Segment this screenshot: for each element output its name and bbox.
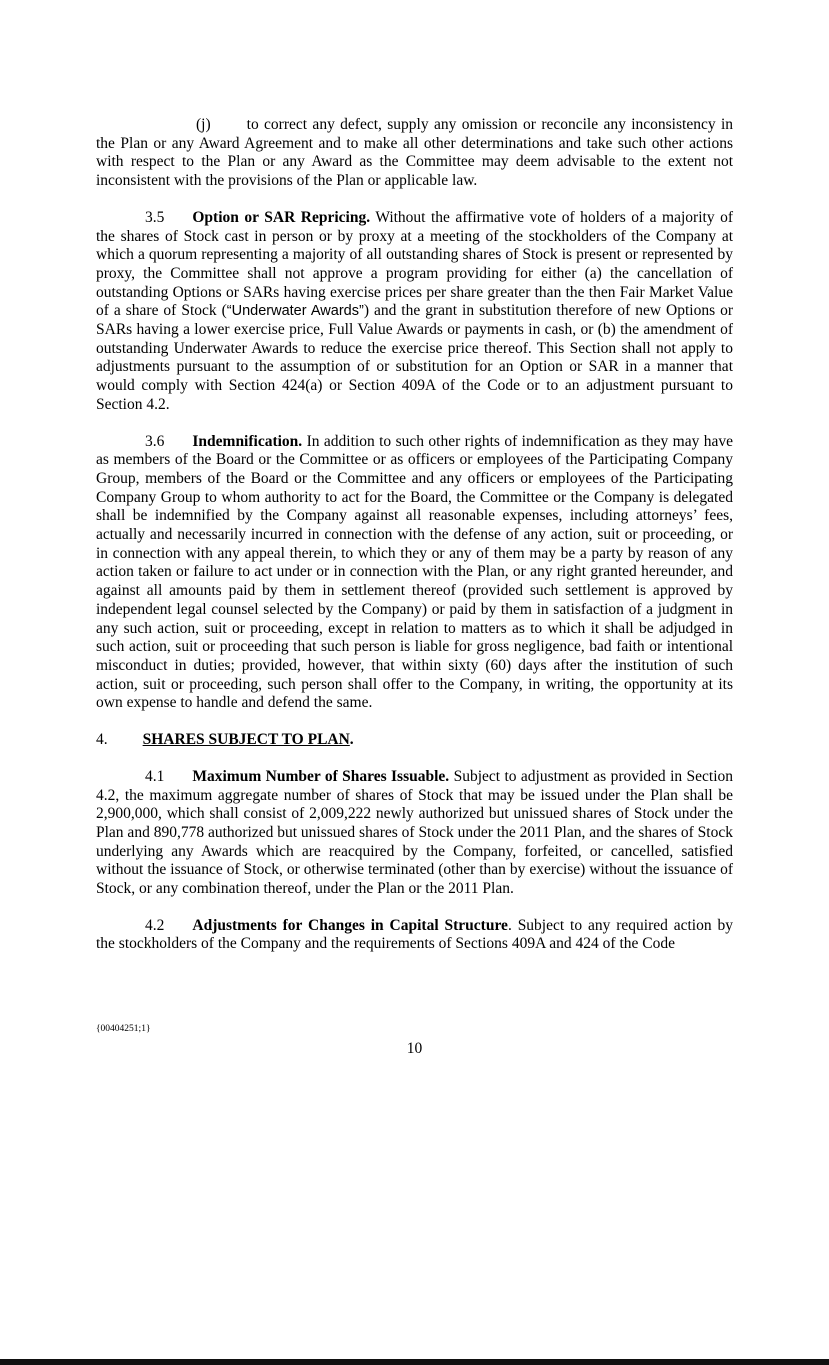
- section-3-6-number: 3.6: [145, 432, 165, 450]
- screenshot-bottom-edge: [0, 1359, 829, 1365]
- section-4-1-title: Maximum Number of Shares Issuable.: [192, 767, 450, 785]
- section-3-5-defined-term: “Underwater Awards”: [226, 303, 364, 320]
- section-4-2-period: .: [507, 916, 512, 934]
- section-3-5-body-pre: Without the affirmative vote of holders of a majority of the shares of Stock cast in person or by proxy at a meeting of the stockholders of the Company at which a quorum representing a majority of all outstanding shares of Stock is present or represented by proxy, the Committee shall not approve a program providing for either (a) the cancellation of outstanding Options or SARs having exercise prices per share greater than the then Fair Market Value of a share of Stock (: [96, 208, 733, 320]
- section-3-5-number: 3.5: [145, 208, 165, 226]
- paragraph-j-body: to correct any defect, supply any omission or reconcile any inconsistency in the Plan or any Award Agreement and to make all other determinations and take such other actions with respect to the Plan or any Award as the Committee may deem advisable to the extent not inconsistent with the provisions of the Plan or applicable law.: [96, 116, 733, 190]
- document-id-stamp: {00404251;1}: [96, 1024, 151, 1034]
- section-3-6-body: In addition to such other rights of indemnification as they may have as members of the Board or the Committee or as officers or employees of the Participating Company Group, members of the Board or the Committee and any officers or employees of the Participating Company Group to whom authority to act for the Board, the Committee or the Company is delegated shall be indemnified by the Company against all reasonable expenses, including attorneys’ fees, actually and necessarily incurred in connection with the defense of any action, suit or proceeding, or in connection with any appeal therein, to which they or any of them may be a party by reason of any action taken or failure to act under or in connection with the Plan, or any right granted hereunder, and against all amounts paid by them in settlement thereof (provided such settlement is approved by independent legal counsel selected by the Company) or paid by them in satisfaction of a judgment in any such action, suit or proceeding, except in relation to matters as to which it shall be adjudged in such action, suit or proceeding that such person is liable for gross negligence, bad faith or intentional misconduct in duties; provided, however, that within sixty (60) days after the institution of such action, suit or proceeding, such person shall offer to the Company, in writing, the opportunity at its own expense to handle and defend the same.: [96, 432, 733, 712]
- section-3-5-body-post: ) and the grant in substitution therefore of new Options or SARs having a lower exercise price, Full Value Awards or payments in cash, or (b) the amendment of outstanding Underwater Awards to reduce the exercise price thereof. This Section shall not apply to adjustments pursuant to the assumption of or substitution for an Option or SAR in a manner that would comply with Section 424(a) or Section 409A of the Code or to an adjustment pursuant to Section 4.2.: [96, 302, 733, 413]
- section-4-2-number: 4.2: [145, 916, 165, 934]
- section-4-1: [96, 768, 733, 899]
- section-4-2-body: Subject to any required action by the stockholders of the Company and the requirements of Sections 409A and 424 of the Code: [96, 916, 733, 953]
- section-4-1-number: 4.1: [145, 767, 165, 785]
- section-4-heading: [96, 731, 733, 750]
- section-4-title: SHARES SUBJECT TO PLAN: [142, 731, 350, 749]
- section-4-number: 4.: [96, 731, 108, 749]
- section-3-5: [96, 209, 733, 415]
- section-3-6-title: Indemnification.: [192, 432, 303, 450]
- document-content: [96, 116, 733, 972]
- section-4-2: [96, 917, 733, 954]
- page-number: 10: [406, 1040, 423, 1057]
- paragraph-j: [96, 116, 733, 191]
- paragraph-j-label: (j): [196, 116, 211, 133]
- section-4-1-body: Subject to adjustment as provided in Section 4.2, the maximum aggregate number of shares of Stock that may be issued under the Plan shall be 2,900,000, which shall consist of 2,009,222 newly authorized but unissued shares of Stock under the Plan and 890,778 authorized but unissued shares of Stock under the 2011 Plan, and the shares of Stock underlying any Awards which are reacquired by the Company, forfeited, or cancelled, satisfied without the issuance of Stock, or otherwise terminated (other than by exercise) without the issuance of Stock, or any combination thereof, under the Plan or the 2011 Plan.: [96, 767, 734, 898]
- section-3-6: [96, 433, 733, 714]
- section-3-5-title: Option or SAR Repricing.: [192, 208, 371, 226]
- section-4-period: .: [349, 731, 354, 749]
- section-4-2-title: Adjustments for Changes in Capital Structure: [192, 916, 508, 934]
